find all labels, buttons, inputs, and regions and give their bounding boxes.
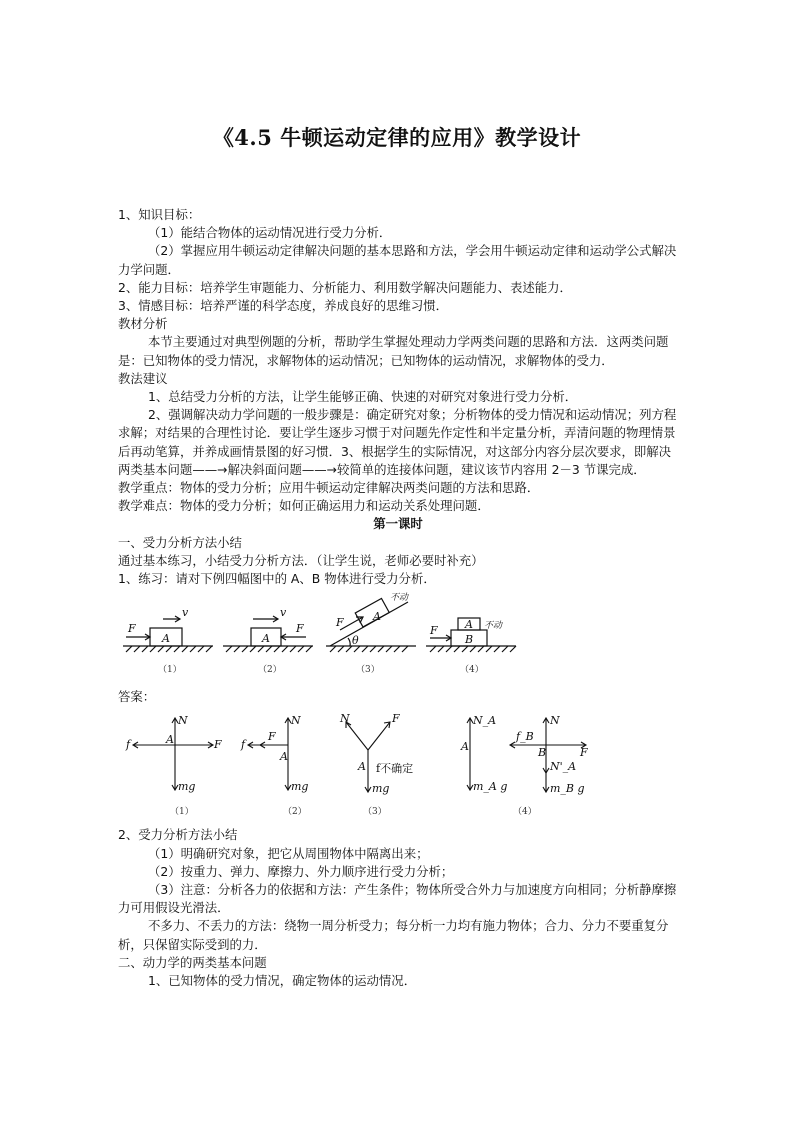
exercise-figure [118,592,538,682]
paragraph: 通过基本练习，小结受力分析方法．（让学生说，老师必要时补充） [118,552,484,568]
figure-caption: （2） [258,665,282,676]
block-label: A [358,760,366,774]
force-label: F [268,730,276,744]
figure-caption: （1） [158,665,182,676]
block-label: A [162,632,170,646]
block-label: A [280,750,288,764]
paragraph: 教学重点：物体的受力分析；应用牛顿运动定律解决两类问题的方法和思路． [118,480,540,496]
force-label: N_A [473,714,497,728]
paragraph: 1、练习：请对下例四幅图中的 A、B 物体进行受力分析． [118,571,436,587]
force-label: N'_A [550,760,577,774]
page-title: 《4.5 牛顿运动定律的应用》教学设计 [212,125,582,150]
paragraph: 2、能力目标：培养学生审题能力、分析能力、利用数学解决问题能力、表述能力． [118,279,572,295]
paragraph: 2、强调解决动力学问题的一般步骤是：确定研究对象；分析物体的受力情况和运动情况；列方程求解；对结果的合理性讨论．要让学生逐步习惯于对问题先作定性和半定量分析，弄清问题的物理情景后再动笔算，并养成画情景图的好习惯．3、根据学生的实际情况，对这部分内容分层次要求，即解决两类基本问题——→解决斜面问题——→较简单的连接体问题，建议该节内容用 2－3 节课完成． [118,407,677,477]
paragraph: 1、已知物体的受力情况，确定物体的运动情况． [148,973,417,989]
paragraph: 教学难点：物体的受力分析；如何正确运用力和运动关系处理问题． [118,498,490,514]
paragraph: 1、总结受力分析的方法，让学生能够正确、快速的对研究对象进行受力分析． [148,389,578,405]
force-label: m_B g [550,782,585,796]
force-label: F [580,746,588,760]
paragraph: 答案： [118,689,156,705]
force-label: F [430,624,438,638]
block-label: B [538,746,547,760]
paragraph: （1）明确研究对象，把它从周围物体中隔离出来； [148,845,429,861]
paragraph: 3、情感目标：培养严谨的科学态度，养成良好的思维习惯． [118,298,449,314]
paragraph: 1、知识目标： [118,207,201,222]
figure-caption: （3） [356,665,380,676]
paragraph: 2、受力分析方法小结 [118,827,238,843]
paragraph: （3）注意：分析各力的依据和方法：产生条件；物体所受合外力与加速度方向相同；分析静摩擦力可用假设光滑法． [118,882,677,916]
force-label: N [291,714,301,728]
figure-caption: （4） [460,665,484,676]
block-label: A [373,610,381,624]
figure-caption: （2） [283,807,307,818]
section-heading: 一、受力分析方法小结 [118,534,242,550]
static-label: 不动 [484,621,503,632]
velocity-label: v [182,606,189,620]
velocity-label: v [280,606,287,620]
force-label: m_A g [473,780,508,794]
paragraph: （1）能结合物体的运动情况进行受力分析． [148,225,392,241]
force-label: F [336,616,344,630]
force-label: F [214,738,222,752]
force-label: mg [178,780,196,794]
force-label: N [550,714,560,728]
answer-figure [118,710,588,820]
force-label: f_B [516,730,534,744]
figure-caption: （4） [513,807,537,818]
force-label: F [296,622,304,636]
force-label: mg [372,782,390,796]
document-body [118,206,678,990]
force-label: F [128,622,136,636]
block-label: A [262,632,270,646]
paragraph: 本节主要通过对典型例题的分析，帮助学生掌握处理动力学两类问题的思路和方法．这两类问题是：已知物体的受力情况，求解物体的运动情况；已知物体的运动情况，求解物体的受力． [118,334,669,368]
paragraph: （2）掌握应用牛顿运动定律解决问题的基本思路和方法，学会用牛顿运动定律和运动学公式解决力学问题． [118,243,677,277]
section-heading: 教法建议 [118,370,168,386]
figure-caption: （1） [170,807,194,818]
lesson-heading: 第一课时 [373,516,423,532]
paragraph: 不多力、不丢力的方法：绕物一周分析受力；每分析一力均有施力物体；合力、分力不要重复分析，只保留实际受到的力． [118,918,669,952]
paragraph: （2）按重力、弹力、摩擦力、外力顺序进行受力分析； [148,863,454,879]
block-label: A [461,740,469,754]
force-label: F [392,712,400,726]
angle-label: θ [352,634,359,648]
force-label: f [241,738,246,752]
force-label: mg [291,780,309,794]
note-label: f不确定 [376,762,414,776]
figure-caption: （3） [363,807,387,818]
force-label: N [340,712,350,726]
block-label: A [465,618,473,632]
block-label: B [465,633,474,647]
section-heading: 教材分析 [118,316,168,332]
section-heading: 二、动力学的两类基本问题 [118,954,267,970]
force-label: f [126,738,131,752]
force-label: N [178,714,188,728]
static-label: 不动 [390,593,409,604]
block-label: A [166,733,174,747]
